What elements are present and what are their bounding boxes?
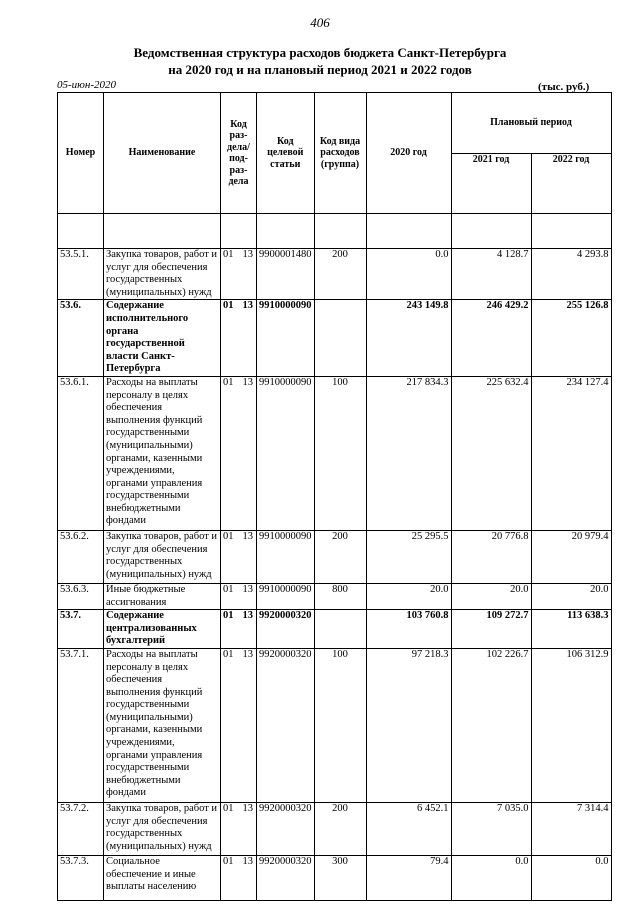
row-value-2021: 225 632.4 (451, 376, 531, 530)
row-section-code (221, 376, 257, 530)
row-subsection: 13 (242, 583, 253, 595)
row-value-2022: 4 293.8 (531, 249, 611, 300)
row-section: 01 (223, 249, 234, 260)
header-year-2022: 2022 год (531, 153, 611, 214)
row-number: 53.7.2. (58, 802, 104, 855)
row-name: Закупка товаров, работ и услуг для обеспечения государственных (муниципальных) нужд (104, 802, 221, 855)
row-value-2022: 20.0 (531, 583, 611, 609)
row-name: Закупка товаров, работ и услуг для обеспечения государственных (муниципальных) нужд (104, 530, 221, 583)
spacer-cell (366, 214, 451, 249)
row-name: Расходы на выплаты персоналу в целях обеспечения выполнения функций государственными (муниципальными) органами, казенными учреждениями, органами управления государственными внебюджетными фондами (104, 376, 221, 530)
row-value-2020: 97 218.3 (366, 648, 451, 802)
header-target-article-code: Код целевой статьи (257, 93, 315, 214)
budget-table (57, 92, 612, 901)
spacer-cell (531, 214, 611, 249)
row-section: 01 (223, 583, 234, 595)
table-row (58, 648, 612, 802)
row-value-2022: 113 638.3 (531, 610, 611, 649)
row-name: Социальное обеспечение и иные выплаты населению (104, 855, 221, 900)
row-value-2022: 0.0 (531, 855, 611, 900)
row-name: Закупка товаров, работ и услуг для обеспечения государственных (муниципальных) нужд (104, 249, 221, 300)
header-planned-period: Плановый период (451, 93, 611, 154)
row-section: 01 (223, 530, 234, 542)
row-expense-type-code: 200 (314, 249, 366, 300)
row-number: 53.6.3. (58, 583, 104, 609)
row-expense-type-code: 200 (314, 802, 366, 855)
title-line-1: Ведомственная структура расходов бюджета Санкт-Петербурга (133, 45, 507, 60)
row-target-article-code: 9900001480 (257, 249, 315, 300)
row-number: 53.6.1. (58, 376, 104, 530)
row-section: 01 (223, 855, 234, 867)
row-expense-type-code: 300 (314, 855, 366, 900)
row-value-2020: 79.4 (366, 855, 451, 900)
row-subsection: 13 (242, 802, 253, 814)
table-body (58, 214, 612, 901)
row-number: 53.7.1. (58, 648, 104, 802)
table-row (58, 300, 612, 377)
page-number: 406 (310, 15, 330, 30)
spacer-cell (257, 214, 315, 249)
row-value-2020: 20.0 (366, 583, 451, 609)
row-section-code (221, 610, 257, 649)
row-expense-type-code: 800 (314, 583, 366, 609)
table-spacer-row (58, 214, 612, 249)
row-expense-type-code: 100 (314, 376, 366, 530)
row-subsection: 13 (242, 610, 253, 622)
row-section: 01 (223, 610, 234, 622)
row-number: 53.6. (58, 300, 104, 377)
header-year-2021: 2021 год (451, 153, 531, 214)
row-value-2021: 0.0 (451, 855, 531, 900)
row-target-article-code: 9920000320 (257, 802, 315, 855)
row-target-article-code: 9910000090 (257, 300, 315, 377)
row-section: 01 (223, 376, 234, 388)
table-row (58, 376, 612, 530)
row-value-2022: 106 312.9 (531, 648, 611, 802)
header-year-2020: 2020 год (366, 93, 451, 214)
row-value-2020: 25 295.5 (366, 530, 451, 583)
header-section-code: Код раз- дела/ под- раз- дела (221, 93, 257, 214)
table-row (58, 802, 612, 855)
row-subsection: 13 (242, 855, 253, 867)
row-target-article-code: 9910000090 (257, 376, 315, 530)
row-number: 53.7.3. (58, 855, 104, 900)
document-title (0, 44, 640, 78)
row-subsection: 13 (242, 249, 253, 260)
row-number: 53.5.1. (58, 249, 104, 300)
row-name: Содержание централизованных бухгалтерий (104, 610, 221, 649)
spacer-cell (221, 214, 257, 249)
row-section-code (221, 855, 257, 900)
row-value-2021: 7 035.0 (451, 802, 531, 855)
row-target-article-code: 9910000090 (257, 583, 315, 609)
row-section-code (221, 530, 257, 583)
row-subsection: 13 (242, 300, 253, 312)
row-target-article-code: 9920000320 (257, 610, 315, 649)
row-subsection: 13 (242, 648, 253, 660)
table-row (58, 610, 612, 649)
row-target-article-code: 9910000090 (257, 530, 315, 583)
header-name: Наименование (104, 93, 221, 214)
row-value-2020: 0.0 (366, 249, 451, 300)
row-expense-type-code: 100 (314, 648, 366, 802)
row-value-2021: 102 226.7 (451, 648, 531, 802)
row-section: 01 (223, 648, 234, 660)
row-name: Расходы на выплаты персоналу в целях обеспечения выполнения функций государственными (муниципальными) органами, казенными учреждениями, органами управления государственными внебюджетными фондами (104, 648, 221, 802)
row-expense-type-code (314, 300, 366, 377)
spacer-cell (451, 214, 531, 249)
row-section-code (221, 802, 257, 855)
header-number: Номер (58, 93, 104, 214)
row-value-2020: 243 149.8 (366, 300, 451, 377)
row-value-2020: 217 834.3 (366, 376, 451, 530)
document-date: 05-июн-2020 (57, 79, 117, 91)
row-name: Содержание исполнительного органа государственной власти Санкт-Петербурга (104, 300, 221, 377)
row-value-2021: 20.0 (451, 583, 531, 609)
row-expense-type-code: 200 (314, 530, 366, 583)
row-value-2020: 6 452.1 (366, 802, 451, 855)
row-subsection: 13 (242, 376, 253, 388)
spacer-cell (58, 214, 104, 249)
row-value-2022: 20 979.4 (531, 530, 611, 583)
row-section-code (221, 249, 257, 300)
table-row (58, 855, 612, 900)
spacer-cell (314, 214, 366, 249)
row-target-article-code: 9920000320 (257, 648, 315, 802)
table-row (58, 530, 612, 583)
row-value-2021: 4 128.7 (451, 249, 531, 300)
row-section: 01 (223, 802, 234, 814)
row-section: 01 (223, 300, 234, 312)
table-row (58, 249, 612, 300)
units-label: (тыс. руб.) (538, 81, 590, 93)
row-expense-type-code (314, 610, 366, 649)
spacer-cell (104, 214, 221, 249)
row-value-2022: 7 314.4 (531, 802, 611, 855)
row-value-2021: 20 776.8 (451, 530, 531, 583)
table-header (58, 93, 612, 214)
header-expense-type-code: Код вида расходов (группа) (314, 93, 366, 214)
row-value-2022: 234 127.4 (531, 376, 611, 530)
row-section-code (221, 648, 257, 802)
row-value-2022: 255 126.8 (531, 300, 611, 377)
row-section-code (221, 583, 257, 609)
row-number: 53.6.2. (58, 530, 104, 583)
row-target-article-code: 9920000320 (257, 855, 315, 900)
table-row (58, 583, 612, 609)
row-value-2020: 103 760.8 (366, 610, 451, 649)
row-number: 53.7. (58, 610, 104, 649)
title-line-2: на 2020 год и на плановый период 2021 и 2022 годов (168, 62, 472, 77)
row-section-code (221, 300, 257, 377)
row-value-2021: 109 272.7 (451, 610, 531, 649)
row-subsection: 13 (242, 530, 253, 542)
row-value-2021: 246 429.2 (451, 300, 531, 377)
row-name: Иные бюджетные ассигнования (104, 583, 221, 609)
